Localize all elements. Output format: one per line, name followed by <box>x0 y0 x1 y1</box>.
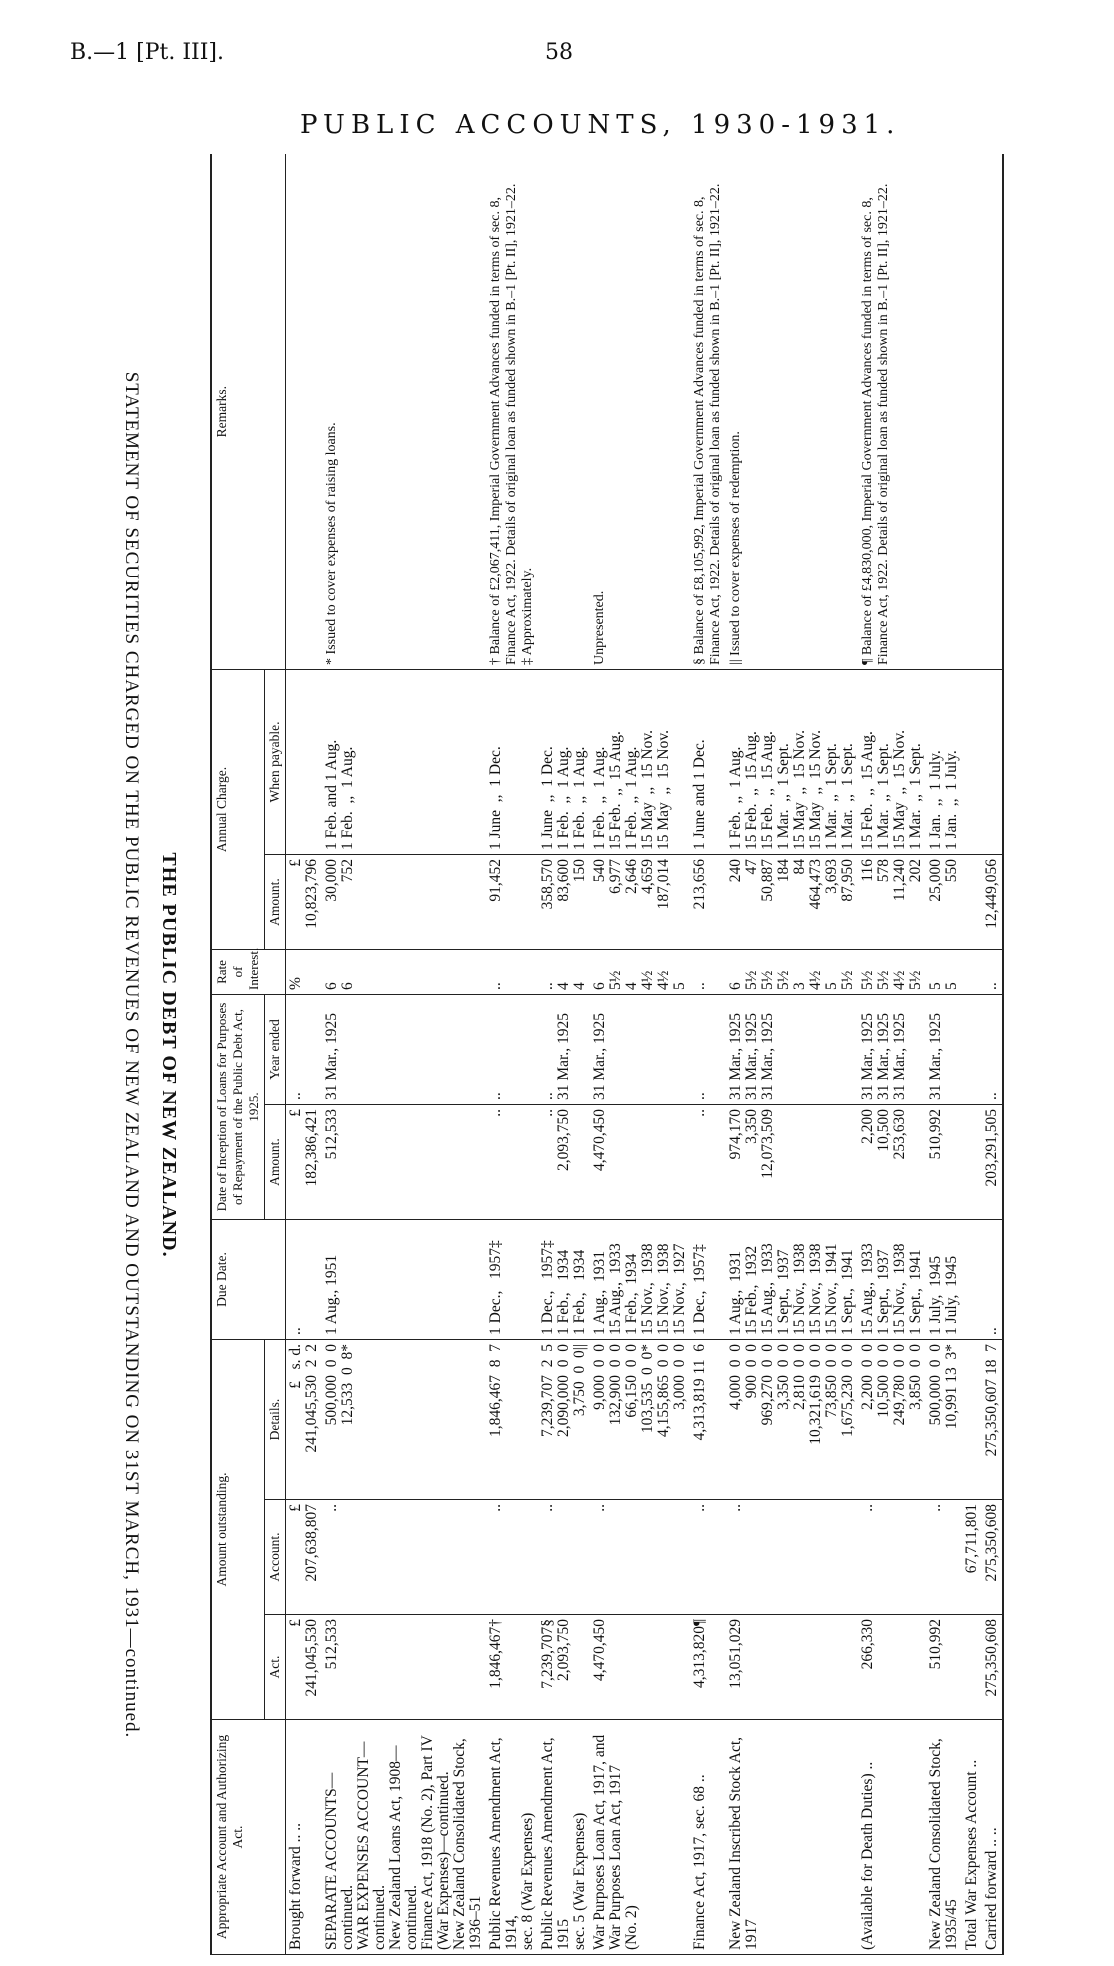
cell-details: £ s. d. 241,045,530 2 2 <box>286 1340 323 1500</box>
cell-inc-amt: 512,533 <box>322 1105 486 1220</box>
cell-acct: .. <box>322 1500 486 1615</box>
cell-rate: .. <box>982 950 1003 995</box>
cell-act: 4,470,450 <box>590 1615 690 1720</box>
cell-remarks: † Balance of £2,067,411, Imperial Government Advances funded in terms of sec. 8, Finance Act, 1922. Details of original loan as funded shown in B.–1 [Pt. II], 1921–22. ‡ Approximately. <box>486 154 538 669</box>
cell-details: 2,200 0 0 10,500 0 0 249,780 0 0 3,850 0 0 <box>858 1340 926 1500</box>
header-ac-amount: Amount. <box>265 855 286 950</box>
cell-details: 500,000 0 0 10,991 13 3* <box>926 1340 962 1500</box>
cell-when <box>962 669 982 854</box>
cell-act: 1,846,467† <box>486 1615 538 1720</box>
cell-when: 1 Jan. ,, 1 July. 1 Jan. ,, 1 July. <box>926 669 962 854</box>
header-due-date: Due Date. <box>211 1220 286 1340</box>
cell-inc-amt: .. <box>690 1105 726 1220</box>
cell-acct: .. <box>690 1500 726 1615</box>
cell-rate: 6 5½ 4 4½ 4½ 5 <box>590 950 690 995</box>
cell-act <box>962 1615 982 1720</box>
cell-inc-amt: 2,200 10,500 253,630 <box>858 1105 926 1220</box>
cell-rate: .. <box>486 950 538 995</box>
cell-due: .. <box>982 1220 1003 1340</box>
cell-inc-year: 31 Mar., 1925 31 Mar., 1925 31 Mar., 1925 <box>726 995 858 1105</box>
cell-when: 1 Feb. ,, 1 Aug. 15 Feb. ,, 15 Aug. 1 Feb. ,, 1 Aug. 15 May ,, 15 Nov. 15 May ,, 15 Nov. <box>590 669 690 854</box>
cell-rate: % <box>286 950 323 995</box>
header-details: Details. <box>265 1340 286 1500</box>
header-remarks: Remarks. <box>211 154 286 669</box>
cell-account: (Available for Death Duties) .. <box>858 1720 926 1955</box>
cell-act: 510,992 <box>926 1615 962 1720</box>
cell-when <box>286 669 323 854</box>
cell-ac-amt: 358,570 83,600 150 <box>538 855 590 950</box>
cell-account: Total War Expenses Account .. <box>962 1720 982 1955</box>
table-body <box>286 154 1004 1954</box>
cell-details: 9,000 0 0 132,900 0 0 66,150 0 0 103,535 0 0* 4,155,865 0 0 3,000 0 0 <box>590 1340 690 1500</box>
cell-when: 1 Feb. ,, 1 Aug. 15 Feb. ,, 15 Aug. 15 Feb. ,, 15 Aug. 1 Mar. ,, 1 Sept. 15 May ,, 15 Nov. 15 May ,, 15 Nov. 1 Mar. ,, 1 Sept. 1 Mar. ,, 1 Sept. <box>726 669 858 854</box>
table-row <box>962 154 982 1954</box>
cell-acct: .. <box>486 1500 538 1615</box>
cell-ac-amt: 12,449,056 <box>982 855 1003 950</box>
cell-acct: 67,711,801 <box>962 1500 982 1615</box>
page-ref: B.—1 [Pt. III]. <box>70 40 225 65</box>
cell-remarks: * Issued to cover expenses of raising loans. <box>322 154 486 669</box>
cell-account: New Zealand Inscribed Stock Act, 1917 <box>726 1720 858 1955</box>
cell-remarks: ¶ Balance of £4,830,000, Imperial Government Advances funded in terms of sec. 8, Finance Act, 1922. Details of original loan as funded shown in B.–1 [Pt. II], 1921–22. <box>858 154 926 669</box>
table-row <box>982 154 1003 1954</box>
cell-due: 1 July, 1945 1 July, 1945 <box>926 1220 962 1340</box>
cell-details: 4,000 0 0 900 0 0 969,270 0 0 3,350 0 0 2,810 0 0 10,321,619 0 0 73,850 0 0 1,675,230 0 0 <box>726 1340 858 1500</box>
cell-account: Brought forward .. .. <box>286 1720 323 1955</box>
cell-account: SEPARATE ACCOUNTS—continued. WAR EXPENSES ACCOUNT—continued. New Zealand Loans Act, 1908—continued. Finance Act, 1918 (No. 2), Part IV (War Expenses)—continued. New Zealand Consolidated Stock, 1936–51 <box>322 1720 486 1955</box>
cell-act: 13,051,029 <box>726 1615 858 1720</box>
cell-inc-amt: 203,291,505 <box>982 1105 1003 1220</box>
cell-acct: 275,350,608 <box>982 1500 1003 1615</box>
cell-act: 4,313,820¶ <box>690 1615 726 1720</box>
cell-acct: .. <box>858 1500 926 1615</box>
cell-due <box>962 1220 982 1340</box>
cell-account: New Zealand Consolidated Stock, 1935/45 <box>926 1720 962 1955</box>
cell-inc-year: 31 Mar., 1925 <box>322 995 486 1105</box>
cell-ac-amt: 116 578 11,240 202 <box>858 855 926 950</box>
cell-acct: .. <box>590 1500 690 1615</box>
cell-ac-amt: 213,656 <box>690 855 726 950</box>
cell-when: 1 June and 1 Dec. <box>690 669 726 854</box>
cell-remarks <box>538 154 590 669</box>
header-when-payable: When payable. <box>265 669 286 854</box>
cell-details: 1,846,467 8 7 <box>486 1340 538 1500</box>
cell-details: 500,000 0 0 12,533 0 8* <box>322 1340 486 1500</box>
cell-inc-year: 31 Mar., 1925 31 Mar., 1925 31 Mar., 1925 <box>858 995 926 1105</box>
cell-rate: 5½ 5½ 4½ 5½ <box>858 950 926 995</box>
table-row <box>538 154 590 1954</box>
header-inc-amount: Amount. <box>265 1105 286 1220</box>
cell-acct: .. <box>926 1500 962 1615</box>
cell-when: 15 Feb. ,, 15 Aug. 1 Mar. ,, 1 Sept. 15 May ,, 15 Nov. 1 Mar. ,, 1 Sept. <box>858 669 926 854</box>
cell-due: 1 Aug., 1931 15 Aug., 1933 1 Feb., 1934 15 Nov., 1938 15 Nov., 1938 15 Nov., 1927 <box>590 1220 690 1340</box>
table-row <box>486 154 538 1954</box>
cell-rate: 6 6 <box>322 950 486 995</box>
cell-when <box>982 669 1003 854</box>
cell-account: War Purposes Loan Act, 1917, and War Purposes Loan Act, 1917 (No. 2) <box>590 1720 690 1955</box>
cell-due: .. <box>286 1220 323 1340</box>
cell-remarks: || Issued to cover expenses of redemption. <box>726 154 858 669</box>
cell-account: Carried forward .. .. <box>982 1720 1003 1955</box>
cell-remarks <box>926 154 962 669</box>
cell-inc-year: .. 31 Mar., 1925 <box>538 995 590 1105</box>
cell-when: 1 Feb. and 1 Aug. 1 Feb. ,, 1 Aug. <box>322 669 486 854</box>
cell-when: 1 June ,, 1 Dec. <box>486 669 538 854</box>
table-row <box>726 154 858 1954</box>
table-caption-sub: STATEMENT OF SECURITIES CHARGED ON THE PUBLIC REVENUES OF NEW ZEALAND AND OUTSTANDING ON 31ST MARCH, 1931—continued. <box>121 371 142 1739</box>
header-inc-year: Year ended <box>265 995 286 1105</box>
cell-remarks <box>962 154 982 669</box>
cell-inc-amt: 974,170 3,350 12,073,509 <box>726 1105 858 1220</box>
cell-inc-year: 31 Mar., 1925 <box>590 995 690 1105</box>
cell-rate: 5 5 <box>926 950 962 995</box>
header-amount-outstanding: Amount outstanding. <box>211 1340 265 1720</box>
cell-when: 1 June ,, 1 Dec. 1 Feb. ,, 1 Aug. 1 Feb. ,, 1 Aug. <box>538 669 590 854</box>
cell-ac-amt: £ 10,823,796 <box>286 855 323 950</box>
cell-acct: .. <box>726 1500 858 1615</box>
cell-ac-amt: 30,000 752 <box>322 855 486 950</box>
cell-rate <box>962 950 982 995</box>
cell-inc-year: .. <box>486 995 538 1105</box>
table-row <box>858 154 926 1954</box>
header-act: Act. <box>265 1615 286 1720</box>
cell-inc-amt: 4,470,450 <box>590 1105 690 1220</box>
cell-account: Public Revenues Amendment Act, 1914, sec. 8 (War Expenses) <box>486 1720 538 1955</box>
cell-remarks: Unpresented. <box>590 154 690 669</box>
page-number: 58 <box>545 40 573 65</box>
cell-act: 512,533 <box>322 1615 486 1720</box>
cell-details: 4,313,819 11 6 <box>690 1340 726 1500</box>
rotated-table-block <box>60 155 1070 1955</box>
cell-due: 1 Dec., 1957‡ 1 Feb., 1934 1 Feb., 1934 <box>538 1220 590 1340</box>
cell-due: 15 Aug., 1933 1 Sept., 1937 15 Nov., 1938 1 Sept., 1941 <box>858 1220 926 1340</box>
page-title: PUBLIC ACCOUNTS, 1930-1931. <box>300 110 901 140</box>
table-row <box>690 154 726 1954</box>
cell-remarks <box>286 154 323 669</box>
cell-ac-amt: 540 6,977 2,646 4,659 187,014 <box>590 855 690 950</box>
cell-details: 7,239,707 2 5 2,090,000 0 0 3,750 0 0|| <box>538 1340 590 1500</box>
header-account-col: Account. <box>265 1500 286 1615</box>
cell-details: 275,350,607 18 7 <box>982 1340 1003 1500</box>
cell-ac-amt <box>962 855 982 950</box>
table-caption-main: THE PUBLIC DEBT OF NEW ZEALAND. <box>158 852 180 1258</box>
table-row <box>286 154 323 1954</box>
cell-due: 1 Aug., 1931 15 Feb., 1932 15 Aug., 1933 1 Sept., 1937 15 Nov., 1938 15 Nov., 1938 15 Nov., 1941 1 Sept., 1941 <box>726 1220 858 1340</box>
cell-act: 7,239,707§ 2,093,750 <box>538 1615 590 1720</box>
cell-due: 1 Aug., 1951 <box>322 1220 486 1340</box>
cell-acct: .. <box>538 1500 590 1615</box>
cell-inc-year: .. <box>982 995 1003 1105</box>
table-row <box>590 154 690 1954</box>
cell-inc-amt: .. 2,093,750 <box>538 1105 590 1220</box>
header-inception: Date of Inception of Loans for Purposes of Repayment of the Public Debt Act, 1925. <box>211 995 265 1220</box>
cell-ac-amt: 91,452 <box>486 855 538 950</box>
cell-details <box>962 1340 982 1500</box>
cell-rate: 6 5½ 5½ 5½ 3 4½ 5 5½ <box>726 950 858 995</box>
securities-table <box>210 154 1004 1955</box>
cell-inc-amt: 510,992 <box>926 1105 962 1220</box>
cell-inc-year: .. <box>690 995 726 1105</box>
cell-inc-year: 31 Mar., 1925 <box>926 995 962 1105</box>
cell-rate: .. <box>690 950 726 995</box>
cell-account: Public Revenues Amendment Act, 1915 sec. 5 (War Expenses) <box>538 1720 590 1955</box>
cell-inc-year: .. <box>286 995 323 1105</box>
cell-due: 1 Dec., 1957‡ <box>486 1220 538 1340</box>
cell-remarks <box>982 154 1003 669</box>
table-row <box>926 154 962 1954</box>
header-account: Appropriate Account and Authorizing Act. <box>211 1720 286 1955</box>
cell-act: 266,330 <box>858 1615 926 1720</box>
cell-act: 275,350,608 <box>982 1615 1003 1720</box>
cell-ac-amt: 240 47 50,887 184 84 464,473 3,693 87,950 <box>726 855 858 950</box>
cell-account: Finance Act, 1917, sec. 68 .. <box>690 1720 726 1955</box>
header-annual-charge: Annual Charge. <box>211 669 265 949</box>
cell-inc-amt: £ 182,386,421 <box>286 1105 323 1220</box>
cell-rate: .. 4 4 <box>538 950 590 995</box>
cell-due: 1 Dec., 1957‡ <box>690 1220 726 1340</box>
cell-inc-amt <box>962 1105 982 1220</box>
cell-inc-amt: .. <box>486 1105 538 1220</box>
table-row <box>322 154 486 1954</box>
header-rate: Rate of Interest. <box>211 950 286 995</box>
cell-acct: £ 207,638,807 <box>286 1500 323 1615</box>
cell-remarks: § Balance of £8,105,992, Imperial Government Advances funded in terms of sec. 8, Finance Act, 1922. Details of original loan as funded shown in B.–1 [Pt. II], 1921–22. <box>690 154 726 669</box>
cell-ac-amt: 25,000 550 <box>926 855 962 950</box>
cell-act: £ 241,045,530 <box>286 1615 323 1720</box>
cell-inc-year <box>962 995 982 1105</box>
